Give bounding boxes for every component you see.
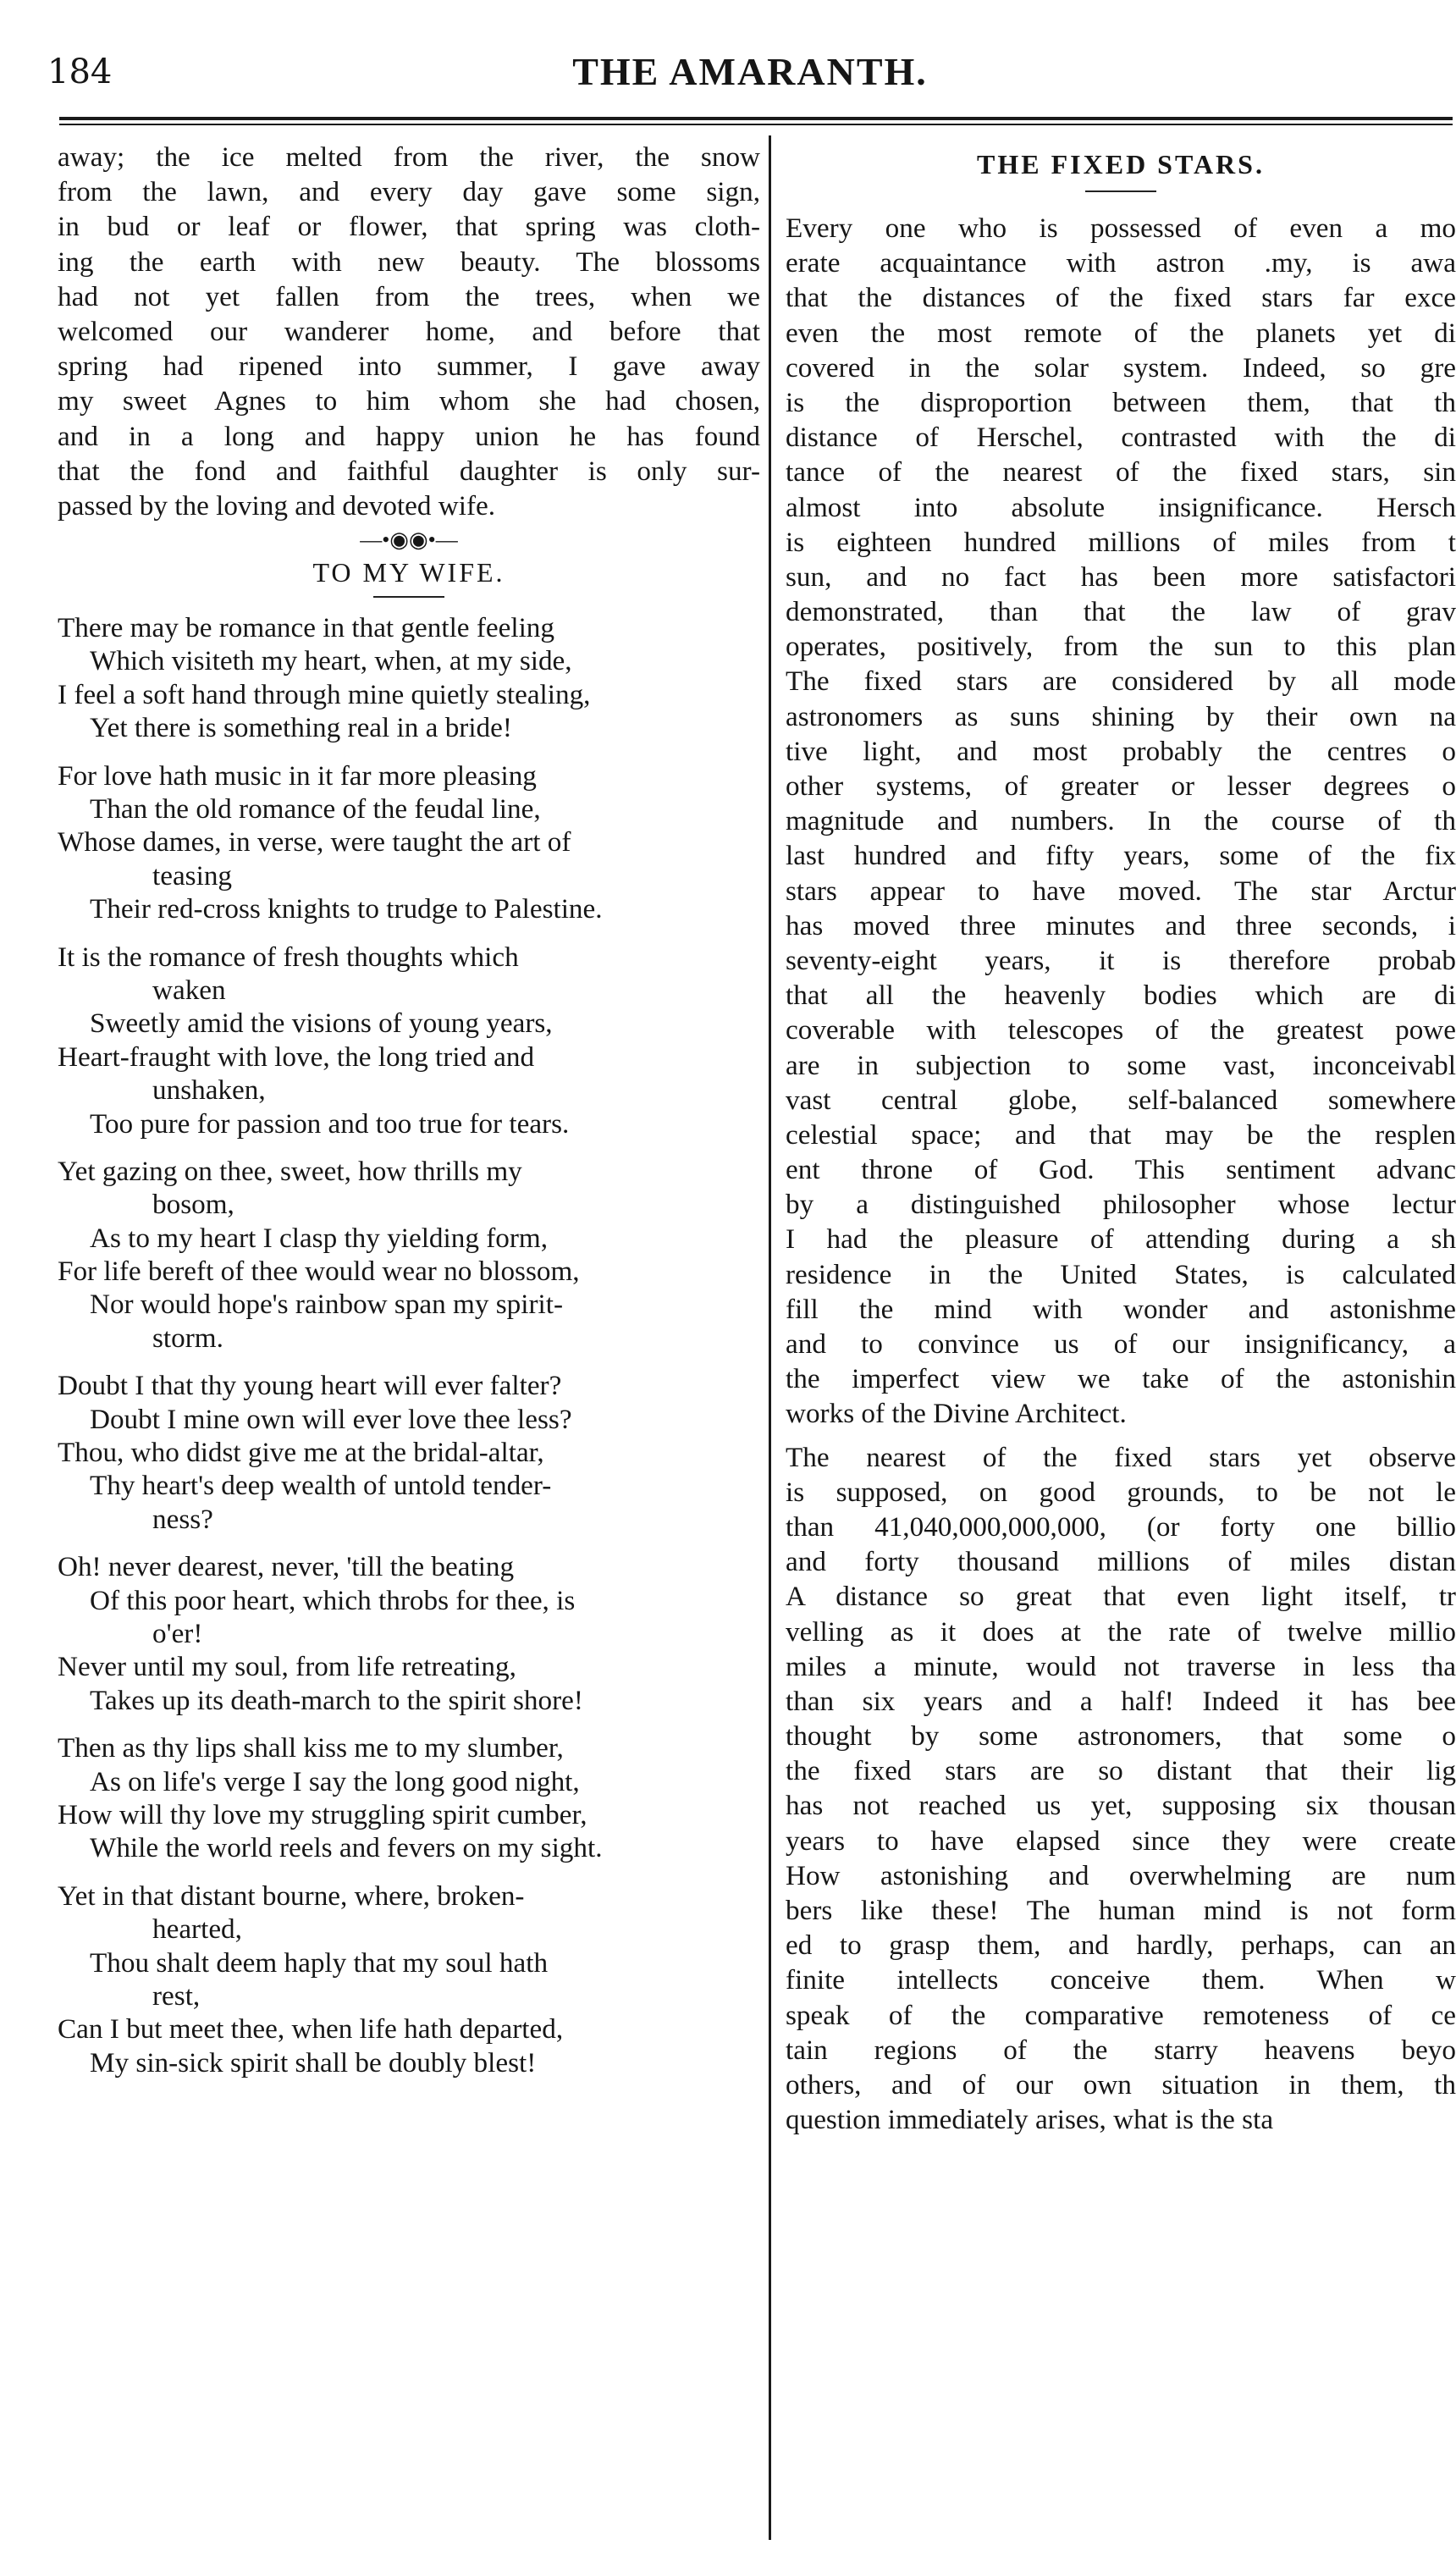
stanza — [58, 1155, 760, 1355]
verse-line: Sweetly amid the visions of young years, — [90, 1007, 553, 1040]
article-line: even the most remote of the planets yet di — [786, 317, 1456, 349]
article-line: The fixed stars are considered by all mode — [786, 665, 1456, 698]
article-line: has moved three minutes and three seconds, i — [786, 909, 1456, 941]
verse-line: Their red-cross knights to trudge to Palestine. — [90, 893, 603, 925]
verse-line: As on life's verge I say the long good night, — [90, 1765, 580, 1797]
article-line: tance of the nearest of the fixed stars, sin — [786, 456, 1456, 489]
title-rule — [373, 596, 444, 598]
verse-line: unshaken, — [152, 1074, 266, 1107]
article-line: question immediately arises, what is the sta — [786, 2104, 1274, 2136]
article-line: that all the heavenly bodies which are di — [786, 980, 1456, 1012]
article-line: others, and of our own situation in them, th — [786, 2068, 1456, 2101]
right-column — [786, 140, 1456, 2548]
verse-line: Can I but meet thee, when life hath departed, — [58, 2013, 564, 2045]
verse-line: As to my heart I clasp thy yielding form, — [90, 1222, 549, 1254]
stanza — [58, 1550, 760, 1717]
article-line: How astonishing and overwhelming are num — [786, 1859, 1456, 1891]
article-line: celestial space; and that may be the resplen — [786, 1118, 1456, 1151]
article-line: The nearest of the fixed stars yet observe — [786, 1441, 1456, 1473]
article-line: the imperfect view we take of the astonishin — [786, 1363, 1456, 1395]
verse-line: teasing — [152, 859, 233, 892]
verse-line: ness? — [152, 1503, 213, 1535]
article-line: works of the Divine Architect. — [786, 1398, 1127, 1430]
verse-line: For love hath music in it far more pleasing — [58, 759, 537, 792]
verse-line: How will thy love my struggling spirit cumber, — [58, 1798, 587, 1830]
article-line: covered in the solar system. Indeed, so gre — [786, 351, 1456, 384]
verse-line: storm. — [152, 1322, 223, 1354]
article-line: thought by some astronomers, that some o — [786, 1720, 1456, 1753]
article-line: vast central globe, self-balanced somewhere — [786, 1084, 1456, 1116]
prose-line: from the lawn, and every day gave some sign, — [58, 176, 760, 208]
article-line: operates, positively, from the sun to this plan — [786, 631, 1456, 663]
verse-line: waken — [152, 974, 226, 1006]
prose-line: away; the ice melted from the river, the snow — [58, 141, 760, 173]
article-line: are in subjection to some vast, inconceivabl — [786, 1049, 1456, 1081]
verse-line: Yet there is something real in a bride! — [90, 712, 512, 744]
article-line: years to have elapsed since they were create — [786, 1825, 1456, 1857]
verse-line: Thou, who didst give me at the bridal-altar, — [58, 1437, 544, 1469]
column-divider — [769, 135, 771, 2540]
article-line: tain regions of the starry heavens beyo — [786, 2034, 1456, 2066]
verse-line: While the world reels and fevers on my sight. — [90, 1832, 603, 1864]
article-line: stars appear to have moved. The star Arctur — [786, 875, 1456, 907]
stanza — [58, 1731, 760, 1865]
verse-line: Never until my soul, from life retreating, — [58, 1651, 516, 1683]
verse-line: Nor would hope's rainbow span my spirit- — [90, 1289, 564, 1321]
article-line: speak of the comparative remoteness of ce — [786, 1999, 1456, 2031]
verse-line: Than the old romance of the feudal line, — [90, 793, 541, 825]
prose-line: welcomed our wanderer home, and before that — [58, 315, 760, 347]
article-line: A distance so great that even light itself, tr — [786, 1581, 1456, 1613]
article-line: has not reached us yet, supposing six thousan — [786, 1790, 1456, 1822]
article-line: fill the mind with wonder and astonishme — [786, 1293, 1456, 1325]
article-line: other systems, of greater or lesser degrees o — [786, 770, 1456, 802]
prose-line: ing the earth with new beauty. The blossoms — [58, 246, 760, 278]
article-line: finite intellects conceive them. When w — [786, 1964, 1456, 1996]
article-line: that the distances of the fixed stars far exce — [786, 282, 1456, 314]
prose-line: that the fond and faithful daughter is only sur- — [58, 455, 760, 487]
article-line: tive light, and most probably the centres o — [786, 735, 1456, 767]
article-line: astronomers as suns shining by their own na — [786, 700, 1456, 732]
article-line: last hundred and fifty years, some of the fix — [786, 840, 1456, 872]
verse-line: Thy heart's deep wealth of untold tender- — [90, 1470, 552, 1502]
article-line: sun, and no fact has been more satisfactori — [786, 560, 1456, 593]
article-line: residence in the United States, is calculated — [786, 1258, 1456, 1290]
prose-line: in bud or leaf or flower, that spring was cloth- — [58, 211, 760, 243]
prose-line: had not yet fallen from the trees, when we — [58, 280, 760, 312]
verse-line: Whose dames, in verse, were taught the art of — [58, 826, 571, 858]
article-line: is eighteen hundred millions of miles from t — [786, 526, 1456, 558]
article-line: I had the pleasure of attending during a sh — [786, 1223, 1456, 1256]
paragraph-gap — [786, 1432, 1456, 1440]
article-line: and to convince us of our insignificancy, a — [786, 1328, 1456, 1360]
prose-line: spring had ripened into summer, I gave away — [58, 351, 760, 383]
verse-line: bosom, — [152, 1189, 234, 1221]
article-line: coverable with telescopes of the greatest powe — [786, 1014, 1456, 1046]
article-line: distance of Herschel, contrasted with the di — [786, 422, 1456, 454]
story-conclusion — [58, 140, 760, 523]
verse-line: hearted, — [152, 1913, 242, 1946]
article-line: by a distinguished philosopher whose lectur — [786, 1189, 1456, 1221]
stanza — [58, 1369, 760, 1536]
page-number: 184 — [47, 52, 113, 91]
verse-line: Doubt I mine own will ever love thee less? — [90, 1403, 572, 1435]
verse-line: There may be romance in that gentle feeling — [58, 612, 554, 644]
article-line: almost into absolute insignificance. Hersch — [786, 491, 1456, 523]
article-line: ed to grasp them, and hardly, perhaps, can an — [786, 1929, 1456, 1962]
stanza — [58, 1880, 760, 2079]
page-header — [47, 47, 1453, 107]
article-line: than 41,040,000,000,000, (or forty one billio — [786, 1510, 1456, 1543]
verse-line: For life bereft of thee would wear no blossom, — [58, 1256, 580, 1288]
verse-line: I feel a soft hand through mine quietly stealing, — [58, 678, 591, 710]
verse-line: Heart-fraught with love, the long tried and — [58, 1041, 535, 1073]
article-body — [786, 211, 1456, 2137]
stanza — [58, 759, 760, 926]
article-line: is supposed, on good grounds, to be not le — [786, 1476, 1456, 1508]
running-head: THE AMARANTH. — [572, 50, 928, 93]
article-line: erate acquaintance with astron .my, is awa — [786, 247, 1456, 279]
verse-line: Yet in that distant bourne, where, broken- — [58, 1880, 525, 1912]
verse-line: It is the romance of fresh thoughts which — [58, 941, 519, 973]
article-line: demonstrated, than that the law of grav — [786, 596, 1456, 628]
article-line: than six years and a half! Indeed it has bee — [786, 1685, 1456, 1717]
header-rule-thin — [59, 124, 1453, 125]
verse-line: Of this poor heart, which throbs for thee, is — [90, 1584, 576, 1616]
header-rule — [59, 117, 1453, 120]
article-line: and forty thousand millions of miles distan — [786, 1546, 1456, 1578]
stanza — [58, 611, 760, 745]
ornament-divider: —•◉◉•— — [360, 527, 458, 553]
poem-title: TO MY WIFE. — [312, 557, 505, 588]
verse-line: rest, — [152, 1979, 201, 2012]
verse-line: Thou shalt deem haply that my soul hath — [90, 1946, 549, 1979]
verse-line: Too pure for passion and too true for tears. — [90, 1107, 570, 1140]
verse-line: Doubt I that thy young heart will ever falter? — [58, 1370, 562, 1402]
stanza — [58, 941, 760, 1140]
verse-line: Which visiteth my heart, when, at my side, — [90, 645, 572, 677]
title-rule — [1085, 190, 1156, 192]
article-line: ent throne of God. This sentiment advanc — [786, 1154, 1456, 1186]
verse-line: Takes up its death-march to the spirit shore! — [90, 1684, 583, 1716]
verse-line: o'er! — [152, 1618, 203, 1649]
prose-line: passed by the loving and devoted wife. — [58, 489, 496, 522]
article-line: velling as it does at the rate of twelve millio — [786, 1615, 1456, 1648]
left-column — [58, 140, 760, 2094]
article-line: miles a minute, would not traverse in less tha — [786, 1650, 1456, 1682]
article-line: seventy-eight years, it is therefore probab — [786, 944, 1456, 976]
article-line: magnitude and numbers. In the course of th — [786, 805, 1456, 837]
article-line: Every one who is possessed of even a mo — [786, 213, 1456, 244]
article-line: the fixed stars are so distant that their lig — [786, 1755, 1456, 1787]
prose-line: my sweet Agnes to him whom she had chosen, — [58, 385, 760, 417]
prose-line: and in a long and happy union he has found — [58, 420, 760, 452]
verse-line: My sin-sick spirit shall be doubly blest! — [90, 2046, 537, 2078]
article-line: bers like these! The human mind is not form — [786, 1895, 1456, 1926]
verse-line: Then as thy lips shall kiss me to my slumber, — [58, 1732, 564, 1764]
verse-line: Oh! never dearest, never, 'till the beating — [58, 1551, 515, 1583]
article-line: is the disproportion between them, that th — [786, 386, 1456, 418]
poem-body — [58, 611, 760, 2079]
verse-line: Yet gazing on thee, sweet, how thrills my — [58, 1155, 522, 1187]
article-title: THE FIXED STARS. — [977, 149, 1265, 179]
